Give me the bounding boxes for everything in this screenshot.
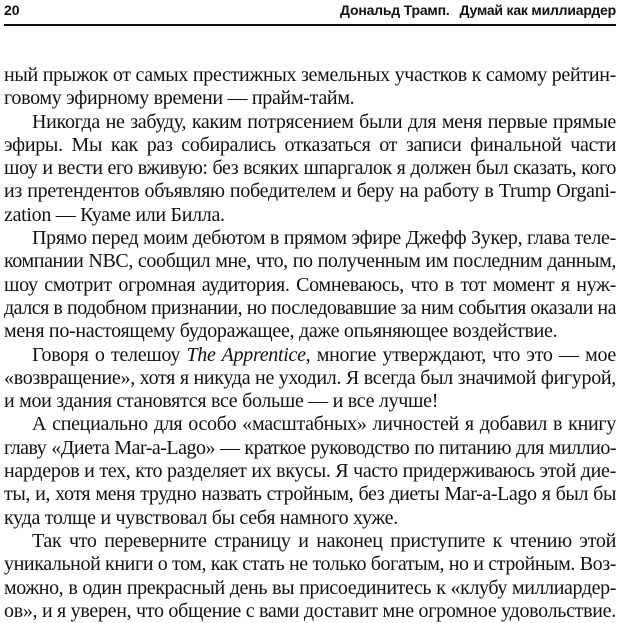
text-line: ты, и, хотя меня трудно назвать стройным, без диеты Mar-a-Lago я был бы — [4, 483, 616, 506]
text-line: Никогда не забуду, каким потрясением были для меня первые прямые — [32, 110, 616, 133]
text-line: ный прыжок от самых престижных земельных участков к самому рейтин- — [4, 64, 616, 86]
text-line: ов», и я уверен, что общение с вами доставит мне огромное удовольствие. — [4, 599, 616, 622]
text-line: куда толще и чувствовал бы себя намного хуже. — [4, 506, 398, 529]
text-line: Так что переверните страницу и наконец приступите к чтению этой — [32, 529, 616, 552]
text-line: шоу смотрит огромная аудитория. Сомневаюсь, что в тот момент я нуж- — [4, 273, 616, 296]
text-segment: , многие утверждают, что это — мое — [305, 343, 616, 366]
text-line: А специально для особо «масштабных» личностей я добавил в книгу — [32, 413, 616, 436]
text-line: zation — Куаме или Билла. — [4, 203, 225, 226]
text-segment: Говоря о телешоу — [32, 343, 187, 366]
text-line: дался в подобном признании, но последовавшие за ним события оказали на — [4, 296, 616, 319]
text-line: «возвращение», хотя я никуда не уходил. Я всегда был значимой фигурой, — [4, 366, 616, 389]
text-line: эфиры. Мы как раз собирались отказаться от записи финальной части — [4, 133, 616, 156]
text-line: из претендентов объявляю победителем и беру на работу в Trump Organi- — [4, 180, 616, 203]
text-line: говому эфирному времени — прайм-тайм. — [4, 87, 355, 110]
body-text — [4, 64, 616, 623]
running-header — [4, 0, 616, 26]
running-head-title — [340, 0, 616, 20]
text-line: компании NBC, сообщил мне, что, по полученным им последним данным, — [4, 250, 616, 273]
show-title-italic: The Apprentice — [186, 343, 306, 366]
text-line: и мои здания становятся все больше — и все лучше! — [4, 390, 439, 413]
text-line: можно, в один прекрасный день вы присоединитесь к «клубу миллиардер- — [4, 576, 616, 599]
text-line: уникальной книги о том, как стать не только богатым, но и стройным. Воз- — [4, 553, 616, 576]
text-line: Прямо перед моим дебютом в прямом эфире Джефф Зукер, глава теле- — [32, 227, 616, 250]
author-name: Дональд Трамп. — [340, 2, 450, 18]
text-line: нардеров и тех, кто разделяет их вкусы. Я часто придерживаюсь этой дие- — [4, 460, 616, 483]
page-number: 20 — [4, 2, 20, 18]
text-line: меня по-настоящему будоражащее, даже опьяняющее воздействие. — [4, 320, 558, 343]
text-line: шоу и вести его вживую: без всяких шпаргалок я должен был сказать, кого — [4, 157, 616, 180]
book-title: Думай как миллиардер — [459, 2, 616, 18]
text-line: главу «Диета Mar-a-Lago» — краткое руководство по питанию для миллио- — [4, 436, 616, 459]
text-line — [4, 344, 616, 367]
